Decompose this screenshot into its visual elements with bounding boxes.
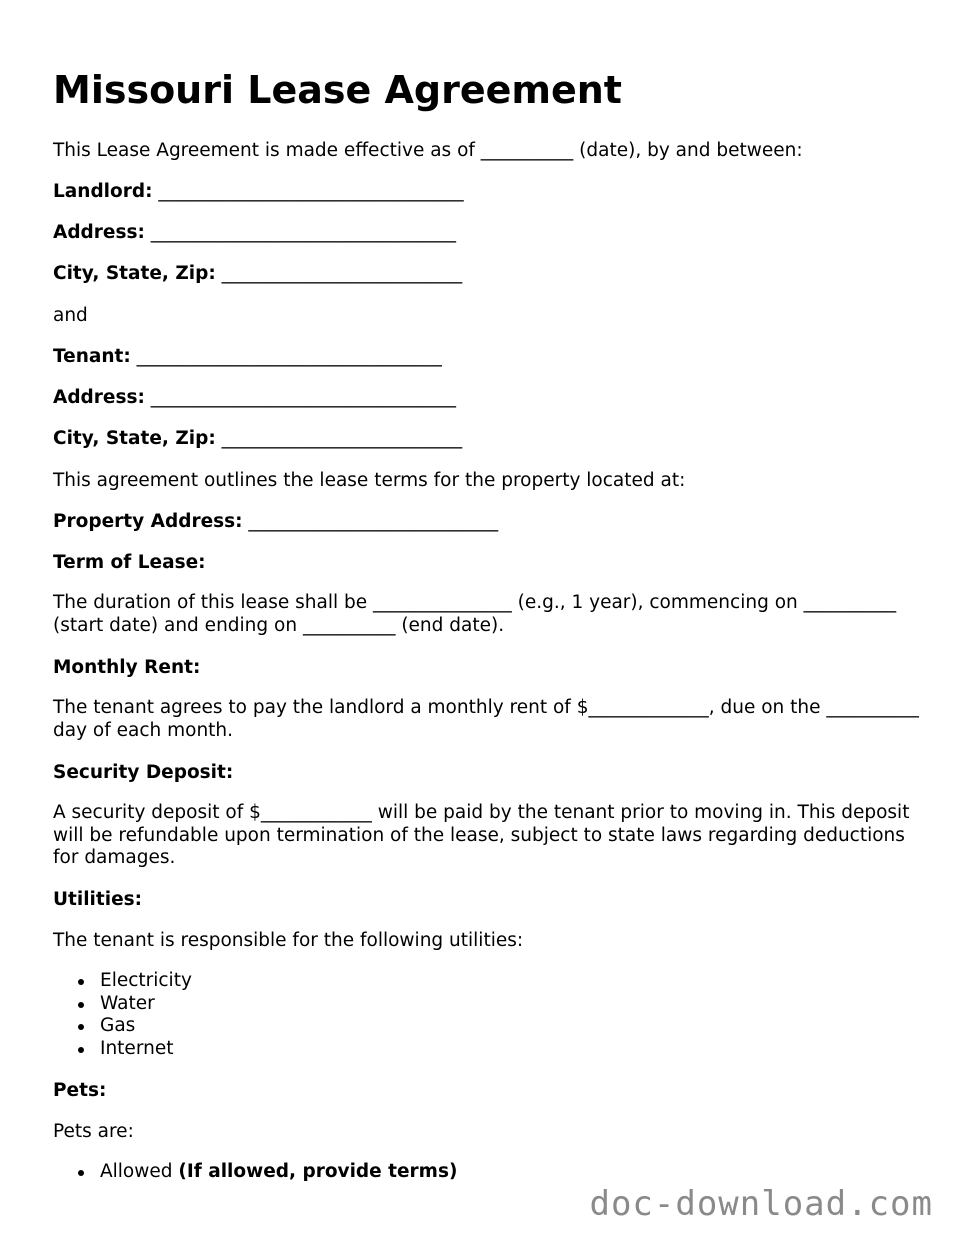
term-heading: Term of Lease: bbox=[53, 552, 206, 573]
landlord-name-label: Landlord: bbox=[53, 181, 153, 202]
landlord-city-label: City, State, Zip: bbox=[53, 263, 216, 284]
document-title: Missouri Lease Agreement bbox=[53, 68, 622, 112]
utilities-intro: The tenant is responsible for the following utilities: bbox=[53, 930, 524, 951]
deposit-text: A security deposit of $____________ will be paid by the tenant prior to moving in. This deposit will be refundable upon termination of the lease, subject to state laws regarding deductions for damages. bbox=[53, 802, 910, 868]
list-item: Water bbox=[53, 993, 192, 1016]
tenant-city-blank: __________________________ bbox=[215, 428, 463, 449]
list-item: Gas bbox=[53, 1015, 192, 1038]
pets-option-note: (If allowed, provide terms) bbox=[178, 1161, 458, 1182]
tenant-city-line bbox=[53, 427, 462, 450]
landlord-city-line bbox=[53, 262, 462, 285]
tenant-name-blank: _________________________________ bbox=[130, 346, 442, 367]
list-item: Electricity bbox=[53, 970, 192, 993]
utilities-list bbox=[53, 970, 192, 1060]
pets-list bbox=[53, 1161, 457, 1184]
landlord-address-label: Address: bbox=[53, 222, 145, 243]
watermark-text: doc-download.com bbox=[589, 1184, 933, 1224]
rent-heading: Monthly Rent: bbox=[53, 657, 201, 678]
property-address-line bbox=[53, 510, 498, 533]
rent-text: The tenant agrees to pay the landlord a monthly rent of $_____________, due on the __________ day of each month. bbox=[53, 697, 919, 741]
landlord-name-blank: _________________________________ bbox=[152, 181, 464, 202]
pets-heading: Pets: bbox=[53, 1080, 107, 1101]
term-text: The duration of this lease shall be _______________ (e.g., 1 year), commencing on __________ (start date) and ending on __________ (end date). bbox=[53, 592, 897, 636]
tenant-address-line bbox=[53, 386, 456, 409]
property-address-blank: ___________________________ bbox=[242, 511, 499, 532]
landlord-name-line bbox=[53, 180, 464, 203]
list-item bbox=[53, 1161, 457, 1184]
tenant-address-label: Address: bbox=[53, 387, 145, 408]
intro-text: This Lease Agreement is made effective as of __________ (date), by and between: bbox=[53, 140, 803, 161]
tenant-address-blank: _________________________________ bbox=[144, 387, 457, 408]
landlord-address-line bbox=[53, 221, 456, 244]
deposit-heading: Security Deposit: bbox=[53, 762, 234, 783]
utilities-heading: Utilities: bbox=[53, 889, 143, 910]
pets-option-label: Allowed bbox=[100, 1161, 173, 1182]
landlord-city-blank: __________________________ bbox=[215, 263, 463, 284]
list-item: Internet bbox=[53, 1038, 192, 1061]
pets-intro: Pets are: bbox=[53, 1121, 134, 1142]
property-address-label: Property Address: bbox=[53, 511, 243, 532]
conjunction-text: and bbox=[53, 305, 88, 326]
tenant-name-line bbox=[53, 345, 442, 368]
landlord-address-blank: _________________________________ bbox=[144, 222, 457, 243]
property-intro-text: This agreement outlines the lease terms for the property located at: bbox=[53, 470, 686, 491]
tenant-city-label: City, State, Zip: bbox=[53, 428, 216, 449]
tenant-name-label: Tenant: bbox=[53, 346, 131, 367]
